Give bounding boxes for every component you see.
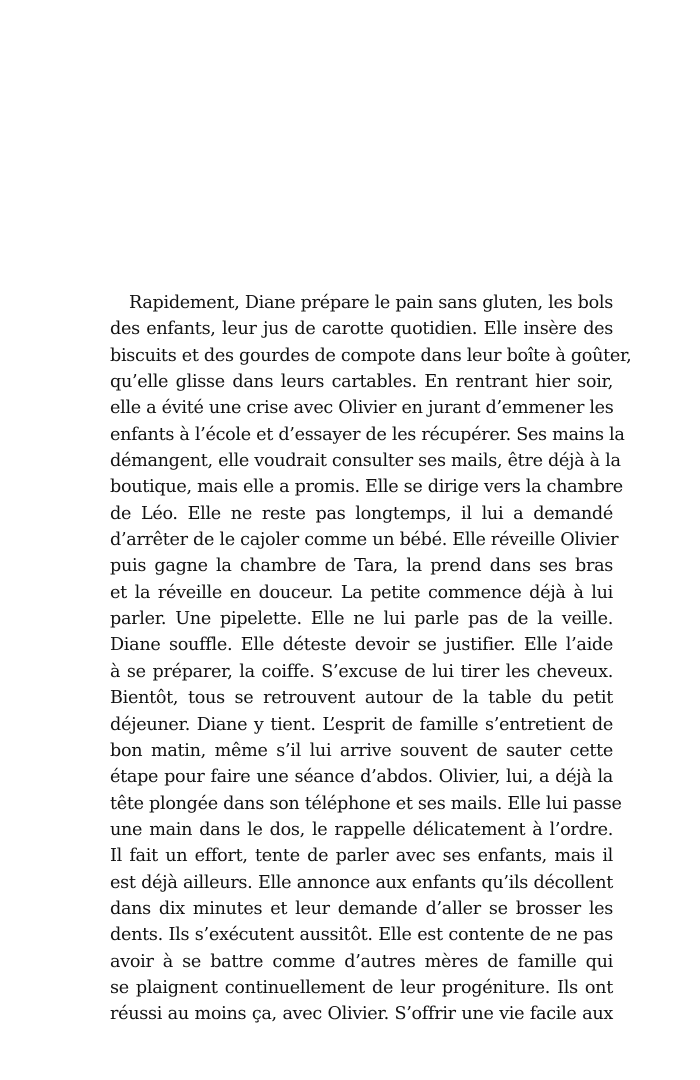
paragraph-line: se plaignent continuellement de leur progéniture. Ils ont bbox=[110, 977, 613, 998]
paragraph-line: démangent, elle voudrait consulter ses mails, être déjà à la bbox=[110, 451, 621, 472]
paragraph-line: réussi au moins ça, avec Olivier. S’offrir une vie facile aux bbox=[110, 1004, 613, 1025]
paragraph-line: tête plongée dans son téléphone et ses mails. Elle lui passe bbox=[110, 793, 622, 814]
paragraph-line: bon matin, même s’il lui arrive souvent de sauter cette bbox=[110, 740, 613, 761]
paragraph-line: Il fait un effort, tente de parler avec ses enfants, mais il bbox=[110, 846, 613, 867]
paragraph-line: est déjà ailleurs. Elle annonce aux enfants qu’ils décollent bbox=[110, 872, 613, 893]
paragraph-line: boutique, mais elle a promis. Elle se dirige vers la chambre bbox=[110, 477, 623, 498]
paragraph-line: Bientôt, tous se retrouvent autour de la table du petit bbox=[110, 688, 613, 709]
paragraph-line: d’arrêter de le cajoler comme un bébé. Elle réveille Olivier bbox=[110, 530, 619, 551]
paragraph-line: des enfants, leur jus de carotte quotidien. Elle insère des bbox=[110, 319, 613, 340]
body-paragraph bbox=[110, 290, 632, 1028]
paragraph-line: puis gagne la chambre de Tara, la prend dans ses bras bbox=[110, 556, 613, 577]
paragraph-line: dents. Ils s’exécutent aussitôt. Elle est contente de ne pas bbox=[110, 925, 613, 946]
paragraph-line: avoir à se battre comme d’autres mères de famille qui bbox=[110, 951, 613, 972]
paragraph-line: dans dix minutes et leur demande d’aller se brosser les bbox=[110, 898, 613, 919]
paragraph-line: Rapidement, Diane prépare le pain sans gluten, les bols bbox=[129, 293, 613, 313]
paragraph-line: à se préparer, la coiffe. S’excuse de lui tirer les cheveux. bbox=[110, 661, 613, 682]
paragraph-line: elle a évité une crise avec Olivier en jurant d’emmener les bbox=[110, 398, 614, 419]
paragraph-line: enfants à l’école et d’essayer de les récupérer. Ses mains la bbox=[110, 424, 625, 445]
paragraph-line: étape pour faire une séance d’abdos. Olivier, lui, a déjà la bbox=[110, 767, 613, 788]
paragraph-line: de Léo. Elle ne reste pas longtemps, il lui a demandé bbox=[110, 503, 613, 524]
paragraph-line: Diane souffle. Elle déteste devoir se justifier. Elle l’aide bbox=[110, 635, 613, 656]
paragraph-line: et la réveille en douceur. La petite commence déjà à lui bbox=[110, 582, 613, 603]
paragraph-line: parler. Une pipelette. Elle ne lui parle pas de la veille. bbox=[110, 609, 613, 630]
paragraph-line: qu’elle glisse dans leurs cartables. En rentrant hier soir, bbox=[110, 372, 613, 393]
paragraph-line: déjeuner. Diane y tient. L’esprit de famille s’entretient de bbox=[110, 714, 613, 735]
paragraph-line: une main dans le dos, le rappelle délicatement à l’ordre. bbox=[110, 819, 613, 840]
paragraph-line: biscuits et des gourdes de compote dans leur boîte à goûter, bbox=[110, 345, 632, 366]
